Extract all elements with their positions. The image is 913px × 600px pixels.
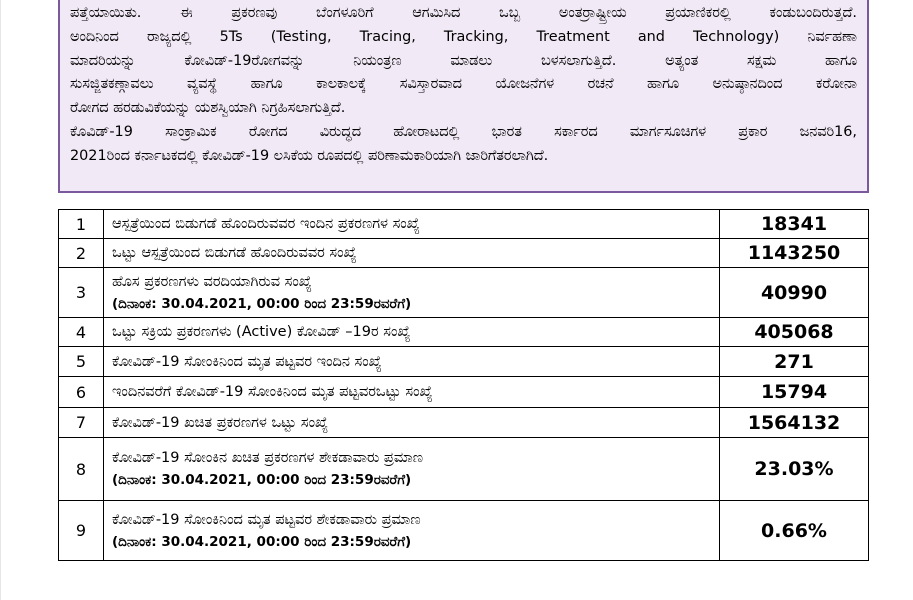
date-range-note: (ದಿನಾಂಕ: 30.04.2021, 00:00 ರಿಂದ 23:59ರವರೆಗೆ)	[112, 472, 412, 488]
row-label	[104, 377, 720, 408]
covid-stats-table	[58, 209, 869, 561]
row-label-text: ಕೋವಿಡ್-19 ಖಚಿತ ಪ್ರಕರಣಗಳ ಒಟ್ಟು ಸಂಖ್ಯೆ	[112, 414, 329, 431]
info-line: 2021ರಿಂದ ಕರ್ನಾಟಕದಲ್ಲಿ ಕೋವಿಡ್-19 ಲಸಿಕೆಯ ರೂಪದಲ್ಲಿ ಪರಿಣಾಮಕಾರಿಯಾಗಿ ಜಾರಿಗೆತರಲಾಗಿದೆ.	[70, 147, 549, 164]
date-range-note: (ದಿನಾಂಕ: 30.04.2021, 00:00 ರಿಂದ 23:59ರವರೆಗೆ)	[112, 533, 412, 550]
row-value: 23.03%	[720, 438, 869, 501]
table-row	[59, 268, 869, 318]
table-row	[59, 239, 869, 268]
table-row	[59, 501, 869, 561]
page-edge	[0, 0, 1, 600]
row-label-text: ಹೊಸ ಪ್ರಕರಣಗಳು ವರದಿಯಾಗಿರುವ ಸಂಖ್ಯೆ	[112, 273, 312, 290]
row-value: 18341	[720, 210, 869, 239]
info-line: ಕೊವಿಡ್-19 ಸಾಂಕ್ರಾಮಿಕ ರೋಗದ ವಿರುದ್ಧದ ಹೋರಾಟದಲ್ಲಿ ಭಾರತ ಸರ್ಕಾರದ ಮಾರ್ಗಸೂಚಿಗಳ ಪ್ರಕಾರ ಜನವರಿ16,	[70, 123, 857, 140]
row-label	[104, 347, 720, 377]
date-range-note: (ದಿನಾಂಕ: 30.04.2021, 00:00 ರಿಂದ 23:59ರವರೆಗೆ)	[112, 295, 412, 312]
table-row	[59, 210, 869, 239]
row-label	[104, 501, 720, 561]
row-label	[104, 239, 720, 268]
row-number: 3	[59, 268, 104, 318]
row-label-text: ಕೋವಿಡ್-19 ಸೋಂಕಿನಿಂದ ಮೃತ ಪಟ್ಟವರ ಇಂದಿನ ಸಂಖ್ಯೆ	[112, 353, 382, 370]
row-number: 6	[59, 377, 104, 408]
row-label	[104, 408, 720, 438]
row-label	[104, 438, 720, 501]
row-number: 9	[59, 501, 104, 561]
row-label-text: ಕೋವಿಡ್-19 ಸೋಂಕಿನಿಂದ ಮೃತ ಪಟ್ಟವರ ಶೇಕಡಾವಾರು ಪ್ರಮಾಣ	[112, 511, 421, 528]
row-label	[104, 318, 720, 347]
table-row	[59, 408, 869, 438]
row-value: 1143250	[720, 239, 869, 268]
info-line: ಅಂದಿನಿಂದ ರಾಜ್ಯದಲ್ಲಿ 5Ts (Testing, Tracing, Tracking, Treatment and Technology) ನಿರ್ವಹಣಾ	[70, 28, 857, 45]
row-label-text: ಇಂದಿನವರೆಗೆ ಕೋವಿಡ್-19 ಸೋಂಕಿನಿಂದ ಮೃತ ಪಟ್ಟವರಒಟ್ಟು ಸಂಖ್ಯೆ	[112, 384, 433, 400]
row-value: 405068	[720, 318, 869, 347]
row-label	[104, 268, 720, 318]
row-number: 8	[59, 438, 104, 501]
row-number: 1	[59, 210, 104, 239]
table-row	[59, 318, 869, 347]
info-line: ಮಾದರಿಯನ್ನು ಕೋವಿಡ್-19ರೋಗವನ್ನು ನಿಯಂತ್ರಣ ಮಾಡಲು ಬಳಸಲಾಗುತ್ತಿದೆ. ಅತ್ಯಂತ ಸಕ್ಷಮ ಹಾಗೂ	[70, 52, 857, 69]
row-label	[104, 210, 720, 239]
info-paragraph-box	[58, 0, 869, 193]
row-value: 15794	[720, 377, 869, 408]
table-row	[59, 377, 869, 408]
table-row	[59, 438, 869, 501]
row-number: 2	[59, 239, 104, 268]
info-line: ರೋಗದ ಹರಡುವಿಕೆಯನ್ನು ಯಶಸ್ವಿಯಾಗಿ ನಿಗ್ರಹಿಸಲಾಗುತ್ತಿದೆ.	[70, 100, 346, 117]
row-number: 5	[59, 347, 104, 377]
info-line: ಸುಸಜ್ಜಿತಕಣ್ಗಾವಲು ವ್ಯವಸ್ಥೆ ಹಾಗೂ ಕಾಲಕಾಲಕ್ಕೆ ಸವಿಸ್ತಾರವಾದ ಯೋಜನೆಗಳ ರಚನೆ ಹಾಗೂ ಅನುಷ್ಠಾನದಿಂದ ಕರೋನಾ	[70, 76, 857, 93]
row-label-text: ಕೋವಿಡ್-19 ಸೋಂಕಿನ ಖಚಿತ ಪ್ರಕರಣಗಳ ಶೇಕಡಾವಾರು ಪ್ರಮಾಣ	[112, 450, 424, 466]
row-value: 271	[720, 347, 869, 377]
row-label-text: ಆಸ್ಪತ್ರೆಯಿಂದ ಬಿಡುಗಡೆ ಹೊಂದಿರುವವರ ಇಂದಿನ ಪ್ರಕರಣಗಳ ಸಂಖ್ಯೆ	[112, 216, 420, 232]
row-label-text: ಒಟ್ಟು ಸಕ್ರಿಯ ಪ್ರಕರಣಗಳು (Active) ಕೋವಿಡ್ –19ರ ಸಂಖ್ಯೆ	[112, 324, 411, 340]
info-line: ಪತ್ತೆಯಾಯಿತು. ಈ ಪ್ರಕರಣವು ಬೆಂಗಳೂರಿಗೆ ಆಗಮಿಸಿದ ಒಬ್ಬ ಅಂತರ್ರಾಷ್ಟ್ರೀಯ ಪ್ರಯಾಣಿಕರಲ್ಲಿ ಕಂಡುಬಂದಿರುತ್ತದೆ.	[70, 5, 857, 21]
row-number: 7	[59, 408, 104, 438]
row-number: 4	[59, 318, 104, 347]
row-label-text: ಒಟ್ಟು ಆಸ್ಪತ್ರೆಯಿಂದ ಬಿಡುಗಡೆ ಹೊಂದಿರುವವರ ಸಂಖ್ಯೆ	[112, 245, 357, 261]
row-value: 1564132	[720, 408, 869, 438]
row-value: 40990	[720, 268, 869, 318]
table-row	[59, 347, 869, 377]
row-value: 0.66%	[720, 501, 869, 561]
